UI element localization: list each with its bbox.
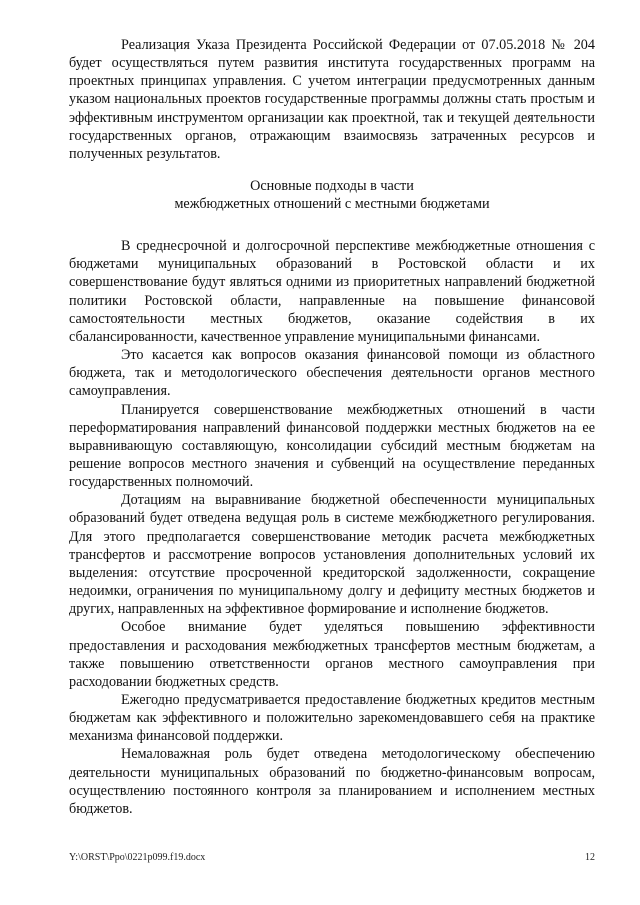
section-heading-line-2: межбюджетных отношений с местными бюджетами xyxy=(174,196,490,213)
paragraph: Это касается как вопросов оказания финансовой помощи из областного бюджета, так и методологического обеспечения деятельности органов местного самоуправления. xyxy=(69,347,595,400)
section-heading xyxy=(69,177,595,213)
page-number: 12 xyxy=(585,852,595,863)
paragraph: В среднесрочной и долгосрочной перспективе межбюджетные отношения с бюджетами муниципальных образований в Ростовской области и их совершенствование будут являться одними из приоритетных направлений бюджетной политики Ростовской области, направленные на повышение финансовой самостоятельности местных бюджетов, оказание содействия в их сбалансированности, качественное управление муниципальными финансами. xyxy=(69,238,595,345)
paragraph: Ежегодно предусматривается предоставление бюджетных кредитов местным бюджетам как эффективного и положительно зарекомендовавшего себя на практике механизма финансовой поддержки. xyxy=(69,692,595,745)
document-body xyxy=(69,36,595,818)
paragraph: Дотациям на выравнивание бюджетной обеспеченности муниципальных образований будет отведена ведущая роль в системе межбюджетного регулирования. Для этого предполагается совершенствование методик расчета межбюджетных трансфертов и рассмотрение вопросов установления дополнительных условий их выделения: отсутствие просроченной кредиторской задолженности, сокращение недоимки, ограничения по муниципальному долгу и дефициту местных бюджетов и других, направленных на эффективное формирование и исполнение бюджетов. xyxy=(69,492,595,618)
paragraph: Особое внимание будет уделяться повышению эффективности предоставления и расходования межбюджетных трансфертов местным бюджетам, а также повышению ответственности органов местного самоуправления при расходовании бюджетных средств. xyxy=(69,619,595,690)
section-heading-line-1: Основные подходы в части xyxy=(250,178,414,195)
section-content xyxy=(69,237,595,818)
paragraph: Планируется совершенствование межбюджетных отношений в части переформатирования направлений финансовой поддержки местных бюджетов на ее выравнивающую составляющую, консолидации субсидий местным бюджетам на решение вопросов местного значения и субвенций на осуществление переданных государственных полномочий. xyxy=(69,401,595,491)
paragraph: Немаловажная роль будет отведена методологическому обеспечению деятельности муниципальных образований по бюджетно-финансовым вопросам, осуществлению постоянного контроля за планированием и исполнением местных бюджетов. xyxy=(69,746,595,817)
intro-paragraph: Реализация Указа Президента Российской Федерации от 07.05.2018 № 204 будет осуществляться путем развития института государственных программ на проектных принципах управления. С учетом интеграции предусмотренных данным указом национальных проектов государственные программы должны стать простым и эффективным инструментом организации как проектной, так и текущей деятельности государственных органов, отражающим взаимосвязь затраченных ресурсов и полученных результатов. xyxy=(69,37,595,162)
footer-file-path: Y:\ORST\Ppo\0221p099.f19.docx xyxy=(69,852,206,863)
